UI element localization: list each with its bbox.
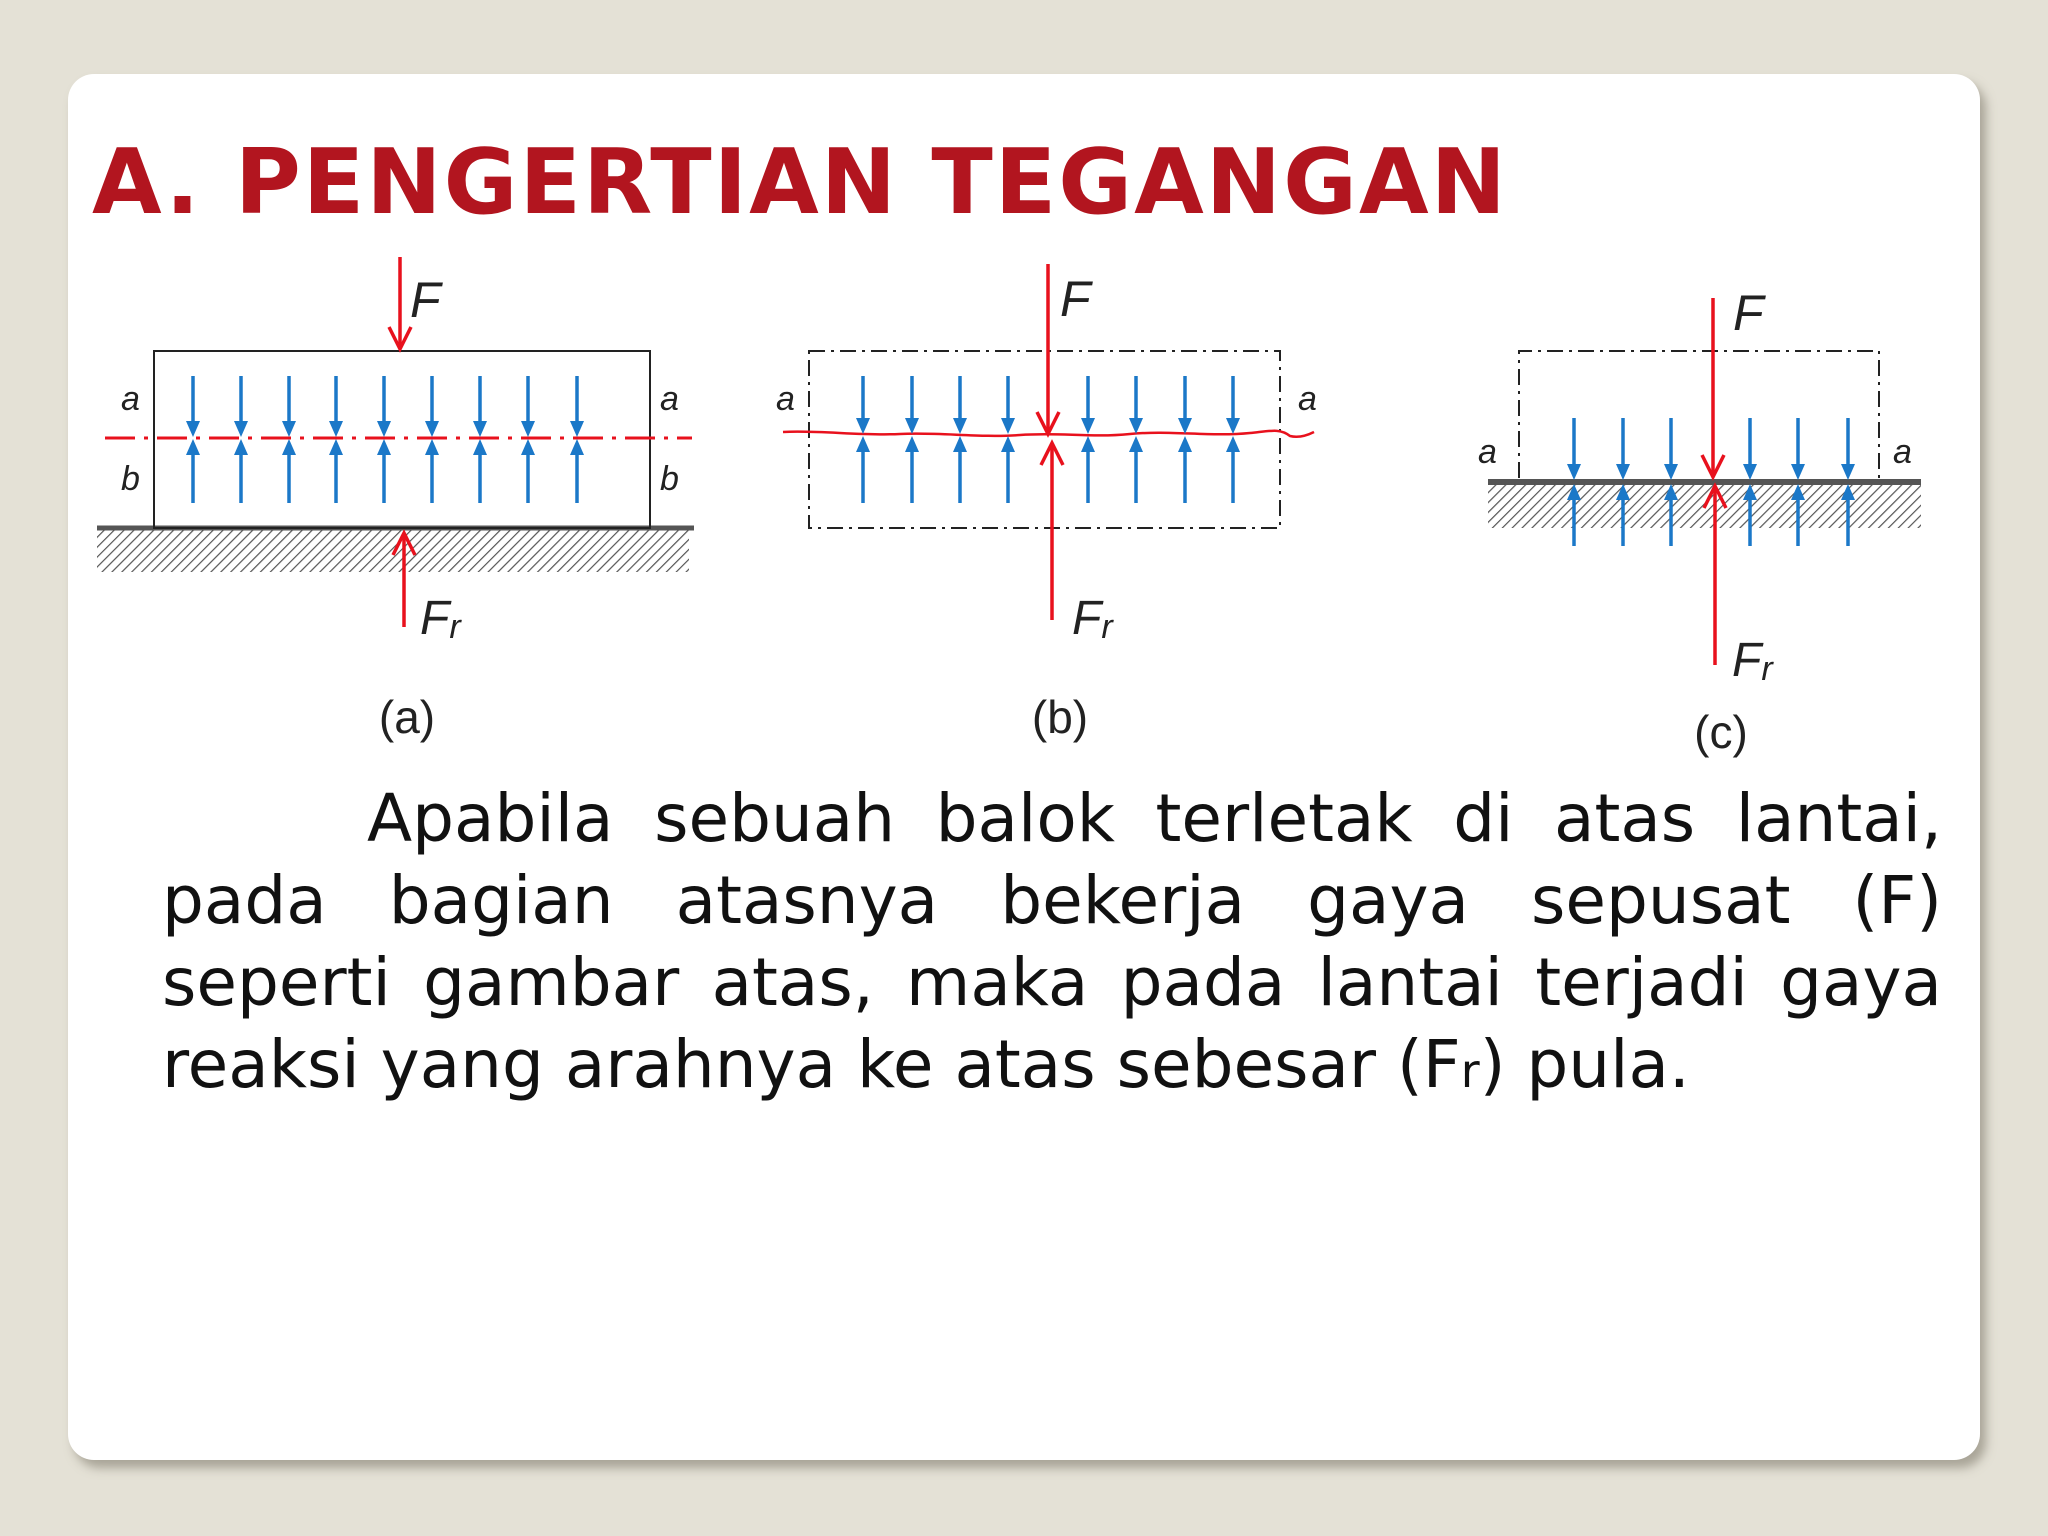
stress-arrowhead	[953, 418, 967, 434]
stress-arrowhead	[905, 418, 919, 434]
paragraph-text-end: ) pula.	[1479, 1026, 1690, 1103]
figure-a	[97, 257, 694, 743]
stress-arrowhead	[570, 421, 584, 437]
stress-arrowhead	[1178, 436, 1192, 452]
reaction-label: Fr	[1072, 592, 1113, 646]
stress-arrowhead	[1226, 418, 1240, 434]
section-label-right: a	[1893, 433, 1912, 471]
stress-arrowhead	[425, 421, 439, 437]
stress-arrowhead	[1567, 464, 1581, 480]
stress-arrowhead	[1791, 464, 1805, 480]
reaction-label: Fr	[1732, 634, 1773, 688]
explanation-paragraph	[162, 778, 1942, 1112]
section-label-b-left: b	[121, 460, 140, 498]
stress-arrowhead	[1664, 464, 1678, 480]
force-label: F	[410, 272, 441, 328]
stress-arrowhead	[186, 439, 200, 455]
stress-arrowhead	[282, 439, 296, 455]
caption-a: (a)	[378, 691, 436, 743]
reaction-label: Fr	[420, 592, 461, 646]
caption-c: (c)	[1694, 706, 1748, 758]
section-label-a-right: a	[660, 380, 679, 418]
section-label-b-right: b	[660, 460, 679, 498]
stress-arrowhead	[234, 439, 248, 455]
stress-arrowhead	[377, 439, 391, 455]
stress-arrowhead	[905, 436, 919, 452]
force-label: F	[1060, 271, 1091, 327]
stress-arrowhead	[1178, 418, 1192, 434]
stress-arrowhead	[1841, 464, 1855, 480]
stress-arrowhead	[856, 436, 870, 452]
stress-arrowhead	[329, 439, 343, 455]
figure-b	[776, 264, 1317, 743]
caption-b: (b)	[1031, 691, 1089, 743]
paragraph-text: Apabila sebuah balok terletak di atas lantai, pada bagian atasnya bekerja gaya sepusat (F) seperti gambar atas, maka pada lantai terjadi gaya reaksi yang arahnya ke atas sebesar (F	[162, 780, 1942, 1103]
stress-arrowhead	[1001, 436, 1015, 452]
stress-arrowhead	[1616, 464, 1630, 480]
stress-arrowhead	[1226, 436, 1240, 452]
force-label: F	[1733, 285, 1764, 341]
stress-arrowhead	[570, 439, 584, 455]
figure-c	[1478, 285, 1921, 758]
stress-arrowhead	[953, 436, 967, 452]
stress-arrowhead	[1129, 436, 1143, 452]
section-label-a-left: a	[121, 380, 140, 418]
stress-arrowhead	[1081, 418, 1095, 434]
free-body-outline	[809, 351, 1280, 528]
section-label-left: a	[1478, 433, 1497, 471]
stress-arrowhead	[473, 439, 487, 455]
paragraph-subscript: r	[1460, 1044, 1480, 1098]
ground-hatch	[97, 530, 689, 572]
stress-arrowhead	[1081, 436, 1095, 452]
stress-arrowhead	[377, 421, 391, 437]
stress-arrowhead	[856, 418, 870, 434]
stress-arrowhead	[234, 421, 248, 437]
stress-arrowhead	[473, 421, 487, 437]
slide-title: A. PENGERTIAN TEGANGAN	[92, 130, 1508, 235]
stress-arrowhead	[1129, 418, 1143, 434]
stress-arrowhead	[521, 439, 535, 455]
stress-arrowhead	[1001, 418, 1015, 434]
stress-arrowhead	[186, 421, 200, 437]
stress-arrowhead	[329, 421, 343, 437]
stress-arrowhead	[521, 421, 535, 437]
section-label-right: a	[1298, 380, 1317, 418]
section-label-left: a	[776, 380, 795, 418]
stress-arrowhead	[1743, 464, 1757, 480]
stress-arrowhead	[282, 421, 296, 437]
stress-arrowhead	[425, 439, 439, 455]
